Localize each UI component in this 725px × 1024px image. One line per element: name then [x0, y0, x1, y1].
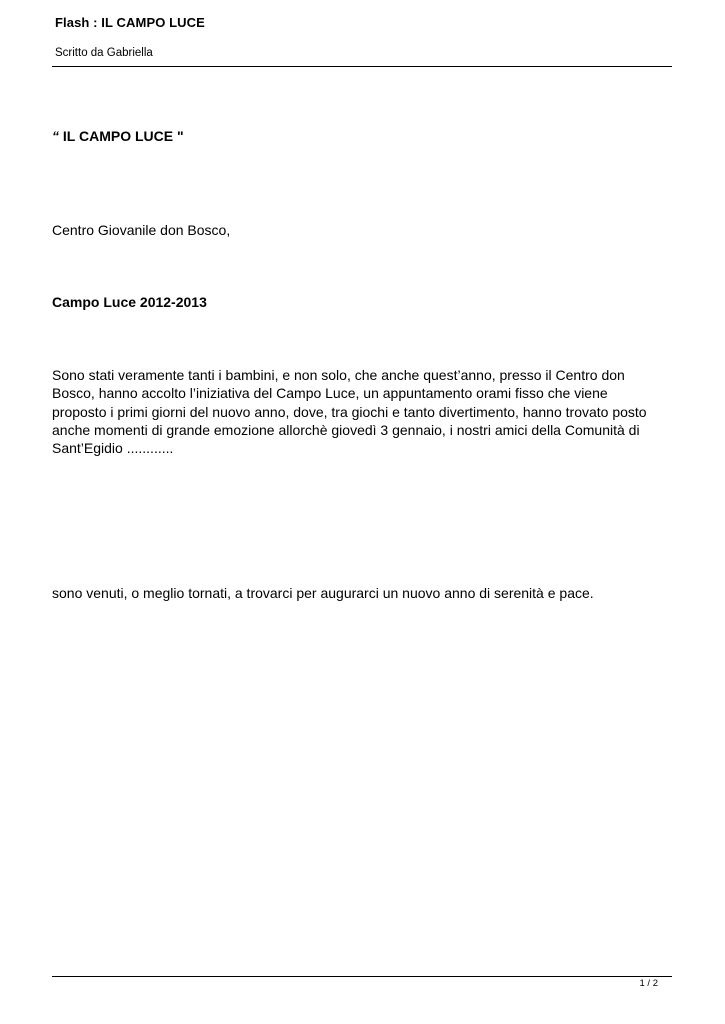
body-line: Sono stati veramente tanti i bambini, e non solo, che anche quest’anno, presso il Centro don: [52, 367, 625, 383]
section-heading: Campo Luce 2012-2013: [52, 294, 207, 310]
body-line: Sant’Egidio ............: [52, 440, 174, 457]
page-header-author: Scritto da Gabriella: [55, 47, 153, 59]
organization-name: Centro Giovanile don Bosco,: [52, 222, 231, 238]
body-line: proposto i primi giorni del nuovo anno, dove, tra giochi e tanto divertimento, hanno trovato posto: [52, 403, 647, 420]
body-line: Bosco, hanno accolto l’iniziativa del Campo Luce, un appuntamento orami fisso che viene: [52, 385, 608, 402]
article-title-open-quote: “: [52, 128, 59, 144]
body-paragraph: [52, 366, 682, 457]
header-divider: [52, 66, 672, 67]
article-title-text: IL CAMPO LUCE ": [59, 128, 184, 144]
body-line: anche momenti di grande emozione allorchè giovedì 3 gennaio, i nostri amici della Comunità di: [52, 421, 640, 438]
page-number: 1 / 2: [639, 978, 658, 989]
article-title: [52, 128, 184, 144]
closing-paragraph: sono venuti, o meglio tornati, a trovarci per augurarci un nuovo anno di serenità e pace.: [52, 585, 594, 601]
page-header-title: Flash : IL CAMPO LUCE: [55, 15, 205, 30]
footer-divider: [52, 976, 672, 977]
